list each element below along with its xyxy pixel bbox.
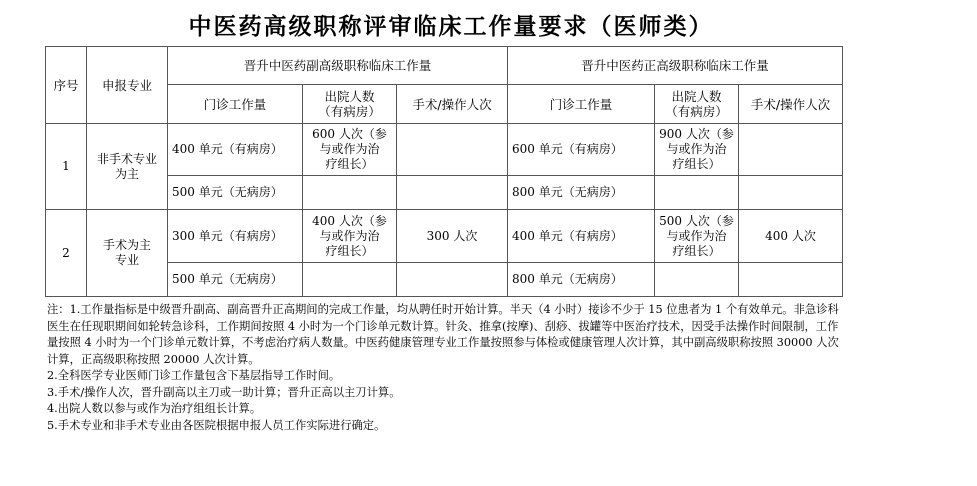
- full-surgery: [739, 124, 843, 176]
- note-4: 4.出院人数以参与或作为治疗组组长计算。: [47, 402, 262, 415]
- row-specialty: 非手术专业 为主: [87, 124, 168, 210]
- empty-cell: [397, 176, 508, 210]
- workload-table: [45, 46, 843, 297]
- empty-cell: [303, 263, 397, 297]
- group-deputy-header: 晋升中医药副高级职称临床工作量: [168, 47, 508, 85]
- sub-surgery-header: 手术/操作人次: [397, 85, 508, 124]
- note-1: 注：1.工作量指标是中级晋升副高、副高晋升正高期间的完成工作量，均从聘任时开始计算。半天（4 小时）接诊不少于 15 位患者为 1 个有效单元。非急诊科医生在任现职期间如轮转急诊科，工作期间按照 4 小时为一个门诊单元数计算。针灸、推拿(按摩)、刮痧、拔罐等中医治疗技术，因受手法操作时间限制，工作量按照 4 小时为一个门诊单元数计算，不考虑治疗病人数量。中医药健康管理专业工作量按照参与体检或健康管理人次计算，其中副高级职称按照 30000 人次计算，正高级职称按照 20000 人次计算。: [47, 303, 839, 366]
- row-seq: 1: [46, 124, 87, 210]
- sub-outpatient-header: 门诊工作量: [508, 85, 655, 124]
- deputy-surgery: 300 人次: [397, 210, 508, 263]
- row-seq: 2: [46, 210, 87, 297]
- deputy-outpatient-ward: 300 单元（有病房）: [168, 210, 303, 263]
- full-outpatient-noward: 800 单元（无病房）: [508, 263, 655, 297]
- empty-cell: [303, 176, 397, 210]
- full-discharge: 900 人次（参 与或作为治 疗组长）: [655, 124, 739, 176]
- group-full-header: 晋升中医药正高级职称临床工作量: [508, 47, 843, 85]
- sub-discharge-header: 出院人数 （有病房）: [655, 85, 739, 124]
- full-surgery: 400 人次: [739, 210, 843, 263]
- full-outpatient-ward: 400 单元（有病房）: [508, 210, 655, 263]
- deputy-surgery: [397, 124, 508, 176]
- table-header-row: [46, 47, 843, 85]
- deputy-outpatient-noward: 500 单元（无病房）: [168, 176, 303, 210]
- table-row: [46, 124, 843, 176]
- sub-outpatient-header: 门诊工作量: [168, 85, 303, 124]
- note-5: 5.手术专业和非手术专业由各医院根据申报人员工作实际进行确定。: [47, 418, 386, 432]
- col-specialty-header: 申报专业: [87, 47, 168, 124]
- empty-cell: [739, 176, 843, 210]
- page-title: 中医药高级职称评审临床工作量要求（医师类）: [188, 13, 714, 40]
- note-2: 2.全科医学专业医师门诊工作量包含下基层指导工作时间。: [47, 369, 341, 382]
- deputy-outpatient-noward: 500 单元（无病房）: [168, 263, 303, 297]
- notes-section: [47, 302, 847, 434]
- deputy-discharge: 400 人次（参 与或作为治 疗组长）: [303, 210, 397, 263]
- empty-cell: [655, 176, 739, 210]
- sub-surgery-header: 手术/操作人次: [739, 85, 843, 124]
- note-3: 3.手术/操作人次，晋升副高以主刀或一助计算；晋升正高以主刀计算。: [47, 385, 401, 399]
- full-outpatient-ward: 600 单元（有病房）: [508, 124, 655, 176]
- deputy-outpatient-ward: 400 单元（有病房）: [168, 124, 303, 176]
- empty-cell: [655, 263, 739, 297]
- row-specialty: 手术为主 专业: [87, 210, 168, 297]
- col-seq-header: 序号: [46, 47, 87, 124]
- empty-cell: [397, 263, 508, 297]
- table-row: [46, 210, 843, 263]
- full-discharge: 500 人次（参 与或作为治 疗组长）: [655, 210, 739, 263]
- empty-cell: [739, 263, 843, 297]
- deputy-discharge: 600 人次（参 与或作为治 疗组长）: [303, 124, 397, 176]
- sub-discharge-header: 出院人数 （有病房）: [303, 85, 397, 124]
- full-outpatient-noward: 800 单元（无病房）: [508, 176, 655, 210]
